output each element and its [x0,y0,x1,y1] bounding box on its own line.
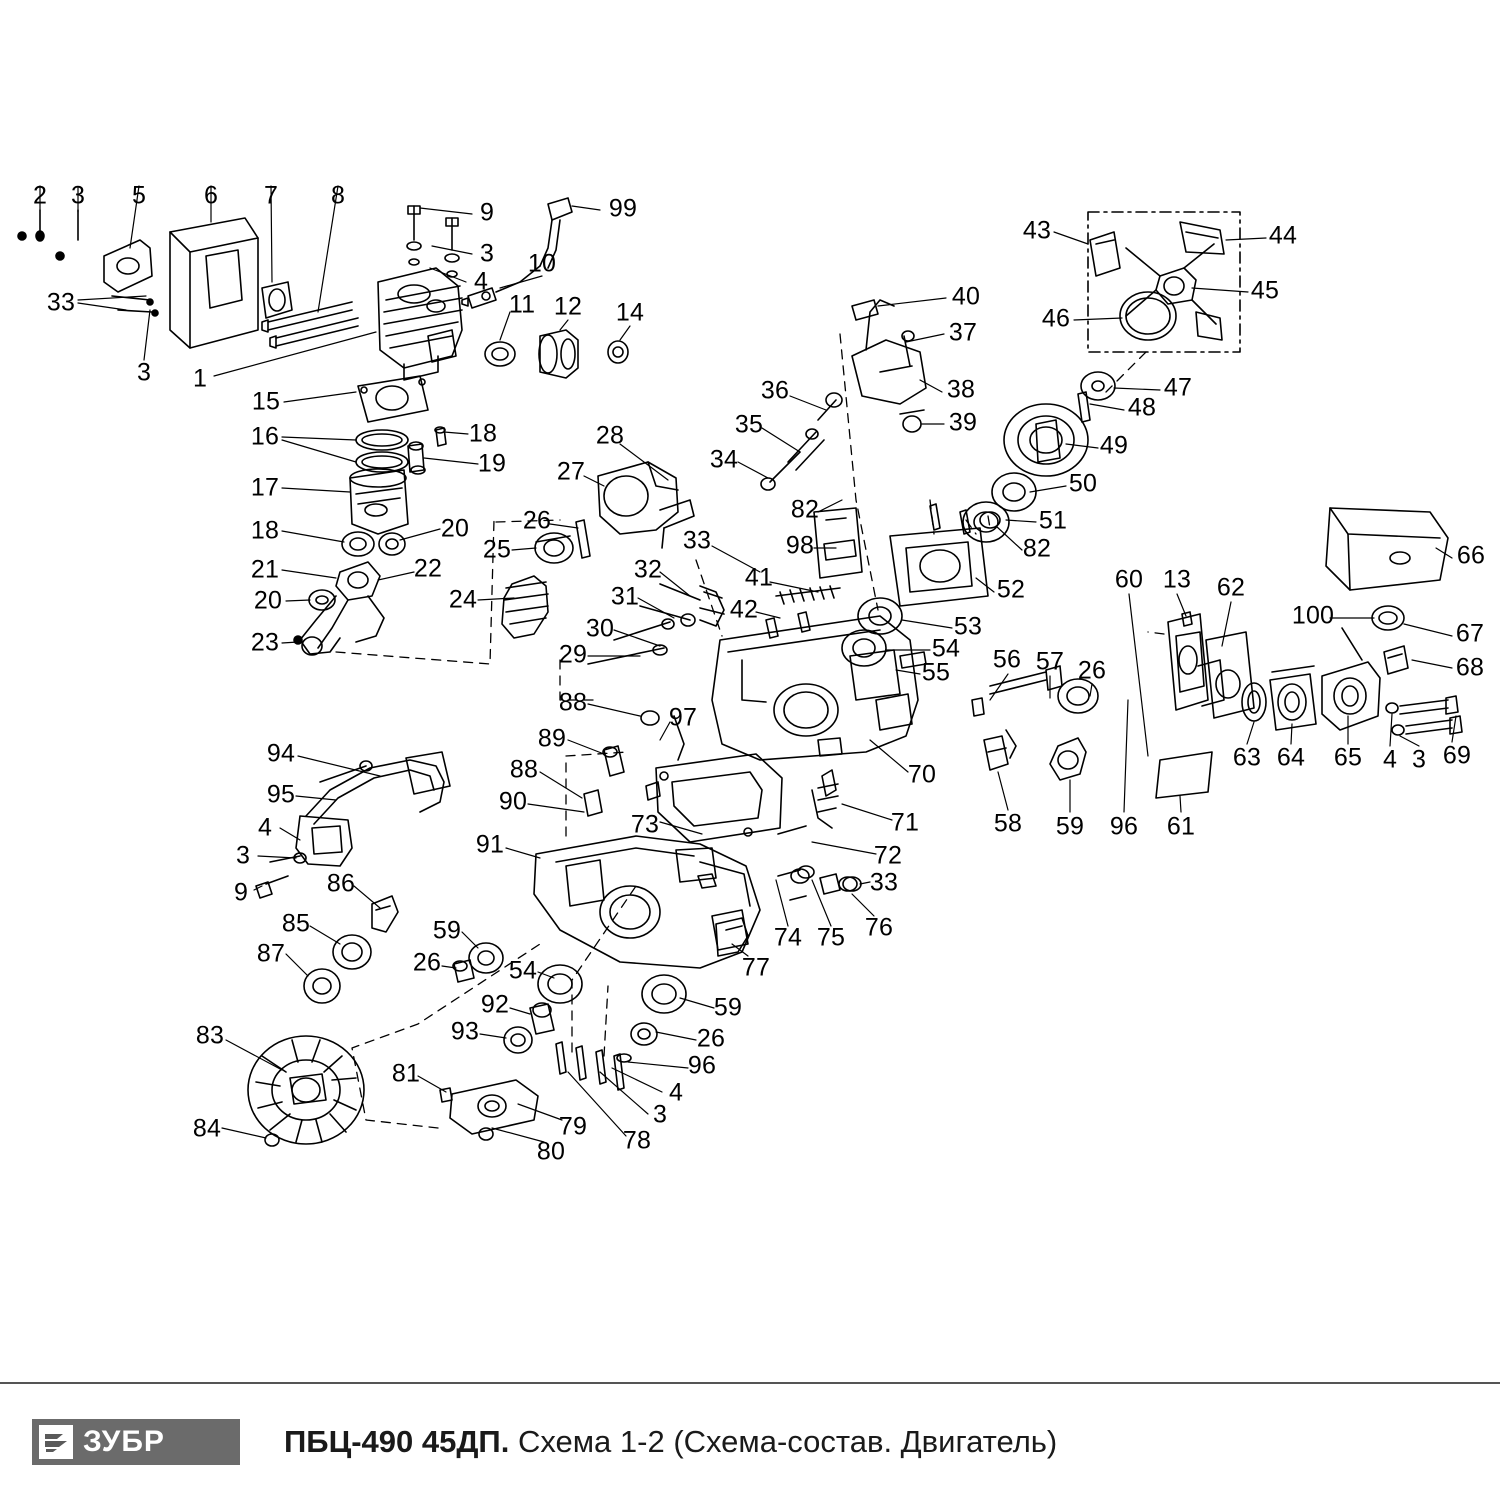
callout-18b: 18 [250,516,280,545]
callout-85: 85 [281,909,311,938]
callout-30: 30 [585,614,615,643]
part-69-screws-right [1386,696,1462,735]
part-79-bracket [440,1080,538,1140]
callout-26: 26 [522,506,552,535]
callout-59b: 59 [432,916,462,945]
callout-95: 95 [266,780,296,809]
part-70-crankcase [712,616,918,760]
part-38-throttle-assembly [852,300,926,432]
callout-64: 64 [1276,743,1306,772]
zubr-mark-icon [39,1425,73,1459]
callout-97: 97 [668,703,698,732]
callout-54b: 54 [508,956,538,985]
part-16-piston-rings [356,430,408,472]
callout-96: 96 [1109,812,1139,841]
part-74-fasteners [778,866,857,900]
callout-37: 37 [948,318,978,347]
callout-78: 78 [622,1126,652,1155]
brand-text: ЗУБР [83,1425,165,1458]
callout-59c: 59 [713,993,743,1022]
scheme-name: Схема 1-2 (Схема-состав. Двигатель) [517,1424,1058,1459]
callout-67: 67 [1455,619,1485,648]
callout-81: 81 [391,1059,421,1088]
callout-86: 86 [326,869,356,898]
callout-3b: 3 [479,239,495,268]
callout-53: 53 [953,612,983,641]
callout-77: 77 [741,953,771,982]
callout-20: 20 [440,514,470,543]
callout-66: 66 [1456,541,1486,570]
callout-47: 47 [1163,373,1193,402]
callout-4: 4 [473,267,489,296]
part-67-oring [1372,606,1404,630]
callout-62: 62 [1216,573,1246,602]
footer-caption [284,1424,1057,1460]
callout-50: 50 [1068,469,1098,498]
callout-21: 21 [250,555,280,584]
callout-18: 18 [468,419,498,448]
part-34-rods [761,393,842,490]
callout-61: 61 [1166,812,1196,841]
callout-28: 28 [595,421,625,450]
callout-68: 68 [1455,653,1485,682]
part-64-muffler [1242,662,1380,730]
callout-31: 31 [610,582,640,611]
callout-74: 74 [773,923,803,952]
callout-17: 17 [250,473,280,502]
callout-33: 33 [46,288,76,317]
callout-57: 57 [1035,647,1065,676]
part-83-flywheel [248,1036,364,1146]
part-17-piston [350,469,408,534]
callout-51: 51 [1038,506,1068,535]
callout-4d: 4 [668,1078,684,1107]
callout-25: 25 [482,535,512,564]
callout-87: 87 [256,939,286,968]
callout-3f: 3 [652,1100,668,1129]
callout-88b: 88 [509,755,539,784]
callout-23: 23 [250,628,280,657]
part-group-fasteners-top-left [18,210,78,260]
callout-55: 55 [921,658,951,687]
callout-42: 42 [729,595,759,624]
callout-4b: 4 [1382,745,1398,774]
callout-46: 46 [1041,304,1071,333]
callout-1: 1 [192,364,208,393]
part-71-spring [778,770,861,894]
part-73-gasket [656,754,782,842]
part-52-oil-pump [890,504,1000,606]
callout-52: 52 [996,575,1026,604]
callout-89: 89 [537,724,567,753]
part-41-spring [766,586,840,638]
callout-2: 2 [32,181,48,210]
part-91-crankcase-half [534,836,760,968]
callout-35: 35 [734,410,764,439]
part-18-pin [408,427,446,474]
callout-48: 48 [1127,393,1157,422]
callout-92: 92 [480,990,510,1019]
callout-63: 63 [1232,743,1262,772]
part-18-bearing [342,532,374,556]
zubr-logo [32,1419,240,1465]
callout-98: 98 [785,531,815,560]
part-12-boot [539,330,578,378]
callout-3d: 3 [1411,745,1427,774]
leader-lines [40,181,1456,1142]
callout-56: 56 [992,645,1022,674]
callout-26c: 26 [412,948,442,977]
callout-33c: 33 [869,868,899,897]
model-name: ПБЦ-490 45ДП. [284,1424,510,1459]
part-78-screws-lower [556,1042,631,1090]
callout-27: 27 [556,457,586,486]
callout-75: 75 [816,923,846,952]
footer-bar [0,1384,1500,1500]
callout-29: 29 [558,640,588,669]
callout-94: 94 [266,739,296,768]
callout-84: 84 [192,1114,222,1143]
callout-45: 45 [1250,276,1280,305]
callout-69: 69 [1442,741,1472,770]
callout-3: 3 [70,181,86,210]
callout-4c: 4 [257,813,273,842]
callout-34: 34 [709,445,739,474]
callout-26b: 26 [1077,656,1107,685]
part-21-crankshaft [294,562,384,655]
callout-79: 79 [558,1112,588,1141]
callout-90: 90 [498,787,528,816]
part-6-cover [170,218,258,348]
part-25-bushing [535,533,573,563]
callout-70: 70 [907,760,937,789]
callout-11: 11 [508,290,536,319]
part-7-gasket [262,282,292,318]
part-43-clutch-shoes [1090,222,1224,340]
callout-3e: 3 [235,841,251,870]
callout-82b: 82 [1022,534,1052,563]
callout-20b: 20 [253,586,283,615]
callout-72: 72 [873,841,903,870]
part-1-cylinder [378,268,462,380]
part-98-plate [814,508,862,578]
callout-60: 60 [1114,565,1144,594]
part-26-pin [576,520,590,558]
callout-83: 83 [195,1021,225,1050]
callout-80: 80 [536,1137,566,1166]
callout-39: 39 [948,408,978,437]
callout-26d: 26 [696,1024,726,1053]
callout-100: 100 [1291,601,1335,630]
callout-65: 65 [1333,743,1363,772]
callout-13: 13 [1162,565,1192,594]
callout-9b: 9 [233,878,249,907]
part-24-spring [502,576,548,638]
callout-22: 22 [413,554,443,583]
callout-3c: 3 [136,358,152,387]
part-14-ring [608,341,628,363]
callout-88: 88 [558,688,588,717]
part-58-bracket [984,730,1086,780]
callout-73: 73 [630,810,660,839]
callout-99: 99 [608,194,638,223]
callout-58: 58 [993,809,1023,838]
part-68-clip [1384,646,1408,674]
callout-6: 6 [203,181,219,210]
callout-82: 82 [790,495,820,524]
callout-33b: 33 [682,526,712,555]
part-5-bracket [104,240,158,316]
callout-15: 15 [251,387,281,416]
part-66-cover [1326,508,1448,590]
callout-24: 24 [448,585,478,614]
callout-12: 12 [553,292,583,321]
callout-96b: 96 [687,1051,717,1080]
callout-93: 93 [450,1017,480,1046]
callout-16: 16 [250,422,280,451]
assembly-guides [336,334,1164,1128]
part-100-leader [1342,628,1362,660]
callout-44: 44 [1268,221,1298,250]
arrow-mark-icon [43,1431,69,1453]
callout-5: 5 [131,181,147,210]
callout-10: 10 [527,249,557,278]
callout-40: 40 [951,282,981,311]
part-9-screws [407,206,459,277]
callout-71: 71 [890,808,920,837]
callout-7: 7 [263,181,279,210]
callout-91: 91 [475,830,505,859]
callout-76: 76 [864,913,894,942]
part-15-gasket [358,376,428,422]
callout-14: 14 [615,298,645,327]
callout-36: 36 [760,376,790,405]
callout-8: 8 [330,181,346,210]
part-11-ring [485,342,515,366]
callout-38: 38 [946,375,976,404]
callout-43: 43 [1022,216,1052,245]
callout-59: 59 [1055,812,1085,841]
callout-41: 41 [744,563,774,592]
callout-54: 54 [931,634,961,663]
callout-32: 32 [633,555,663,584]
callout-9: 9 [479,198,495,227]
part-27-carburetor [598,462,694,548]
callout-49: 49 [1099,431,1129,460]
callout-19: 19 [477,449,507,478]
